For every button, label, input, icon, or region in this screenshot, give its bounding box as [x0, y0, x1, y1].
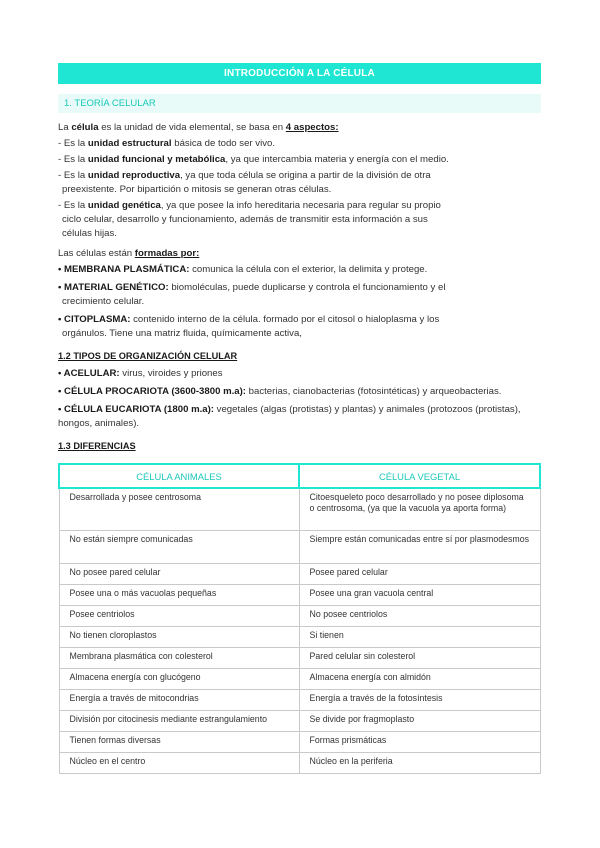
cell-animal: Tienen formas diversas — [59, 731, 299, 752]
type-item: • CÉLULA PROCARIOTA (3600-3800 m.a): bacterias, cianobacterias (fotosintéticas) y arqueobacterias. — [58, 386, 502, 397]
table-row — [59, 488, 540, 530]
cell-vegetal: Formas prismáticas — [299, 731, 540, 752]
part-item-cont: crecimiento celular. — [62, 296, 145, 307]
table-row — [59, 605, 540, 626]
type-item: • ACELULAR: virus, viroides y priones — [58, 368, 223, 379]
cell-animal: Energía a través de mitocondrias — [59, 689, 299, 710]
cell-animal: No posee pared celular — [59, 563, 299, 584]
aspect-item-cont: células hijas. — [62, 228, 117, 239]
table-row — [59, 752, 540, 773]
table-row — [59, 584, 540, 605]
cell-animal: Membrana plasmática con colesterol — [59, 647, 299, 668]
cell-animal: Desarrollada y posee centrosoma — [59, 488, 299, 530]
part-item: • CITOPLASMA: contenido interno de la célula. formado por el citosol o hialoplasma y los — [58, 314, 440, 325]
section-heading-diferencias: 1.3 DIFERENCIAS — [58, 441, 136, 451]
formed-line: Las células están formadas por: — [58, 248, 200, 259]
cell-vegetal: Almacena energía con almidón — [299, 668, 540, 689]
table-row — [59, 710, 540, 731]
cell-vegetal: Pared celular sin colesterol — [299, 647, 540, 668]
cell-animal: Posee una o más vacuolas pequeñas — [59, 584, 299, 605]
header-vegetal: CÉLULA VEGETAL — [299, 464, 540, 488]
table-header-row — [59, 464, 540, 488]
aspect-item: - Es la unidad reproductiva, ya que toda célula se origina a partir de la división de otra — [58, 170, 431, 181]
cell-vegetal: Energía a través de la fotosíntesis — [299, 689, 540, 710]
cell-vegetal: Núcleo en la periferia — [299, 752, 540, 773]
aspect-item-cont: ciclo celular, desarrollo y funcionamiento, además de transmitir esta información a sus — [62, 214, 428, 225]
cell-vegetal: Posee una gran vacuola central — [299, 584, 540, 605]
intro-underline: 4 aspectos: — [285, 122, 339, 133]
cell-animal: Almacena energía con glucógeno — [59, 668, 299, 689]
cell-vegetal: Si tienen — [299, 626, 540, 647]
cell-vegetal: Siempre están comunicadas entre sí por plasmodesmos — [299, 530, 540, 563]
header-animal: CÉLULA ANIMALES — [59, 464, 299, 488]
part-item: • MATERIAL GENÉTICO: biomoléculas, puede duplicarse y controla el funcionamiento y el — [58, 282, 446, 293]
aspect-item-cont: preexistente. Por bipartición o mitosis se generan otras células. — [62, 184, 332, 195]
table-row — [59, 530, 540, 563]
title-banner: INTRODUCCIÓN A LA CÉLULA — [58, 63, 541, 84]
cell-vegetal: Posee pared celular — [299, 563, 540, 584]
intro-text-2: es la unidad de vida elemental, se basa en — [98, 122, 286, 133]
cell-animal: División por citocinesis mediante estrangulamiento — [59, 710, 299, 731]
table-row — [59, 689, 540, 710]
cell-vegetal: Citoesqueleto poco desarrollado y no posee diplosoma o centrosoma, (ya que la vacuola ya aporta forma) — [299, 488, 540, 530]
aspect-item: - Es la unidad funcional y metabólica, ya que intercambia materia y energía con el medio. — [58, 154, 449, 165]
section-heading-teoria: 1. TEORÍA CELULAR — [58, 94, 541, 113]
aspect-item: - Es la unidad estructural básica de todo ser vivo. — [58, 138, 276, 149]
cell-animal: No tienen cloroplastos — [59, 626, 299, 647]
table-row — [59, 647, 540, 668]
table-row — [59, 668, 540, 689]
table-row — [59, 626, 540, 647]
intro-bold: célula — [71, 122, 99, 133]
type-item-cont: hongos, animales). — [58, 418, 140, 429]
intro-text: La — [58, 122, 72, 133]
part-item-cont: orgánulos. Tiene una matriz fluida, químicamente activa, — [62, 328, 302, 339]
cell-vegetal: Se divide por fragmoplasto — [299, 710, 540, 731]
section-heading-tipos: 1.2 TIPOS DE ORGANIZACIÓN CELULAR — [58, 351, 238, 361]
part-item: • MEMBRANA PLASMÁTICA: comunica la célula con el exterior, la delimita y protege. — [58, 264, 428, 275]
table-row — [59, 731, 540, 752]
intro-line — [58, 121, 339, 134]
cell-animal: Núcleo en el centro — [59, 752, 299, 773]
aspect-item: - Es la unidad genética, ya que posee la info hereditaria necesaria para regular su propio — [58, 200, 441, 211]
cell-vegetal: No posee centriolos — [299, 605, 540, 626]
differences-table — [58, 463, 541, 774]
table-row — [59, 563, 540, 584]
cell-animal: No están siempre comunicadas — [59, 530, 299, 563]
type-item: • CÉLULA EUCARIOTA (1800 m.a): vegetales (algas (protistas) y plantas) y animales (protozoos (protistas), — [58, 404, 521, 415]
cell-animal: Posee centriolos — [59, 605, 299, 626]
